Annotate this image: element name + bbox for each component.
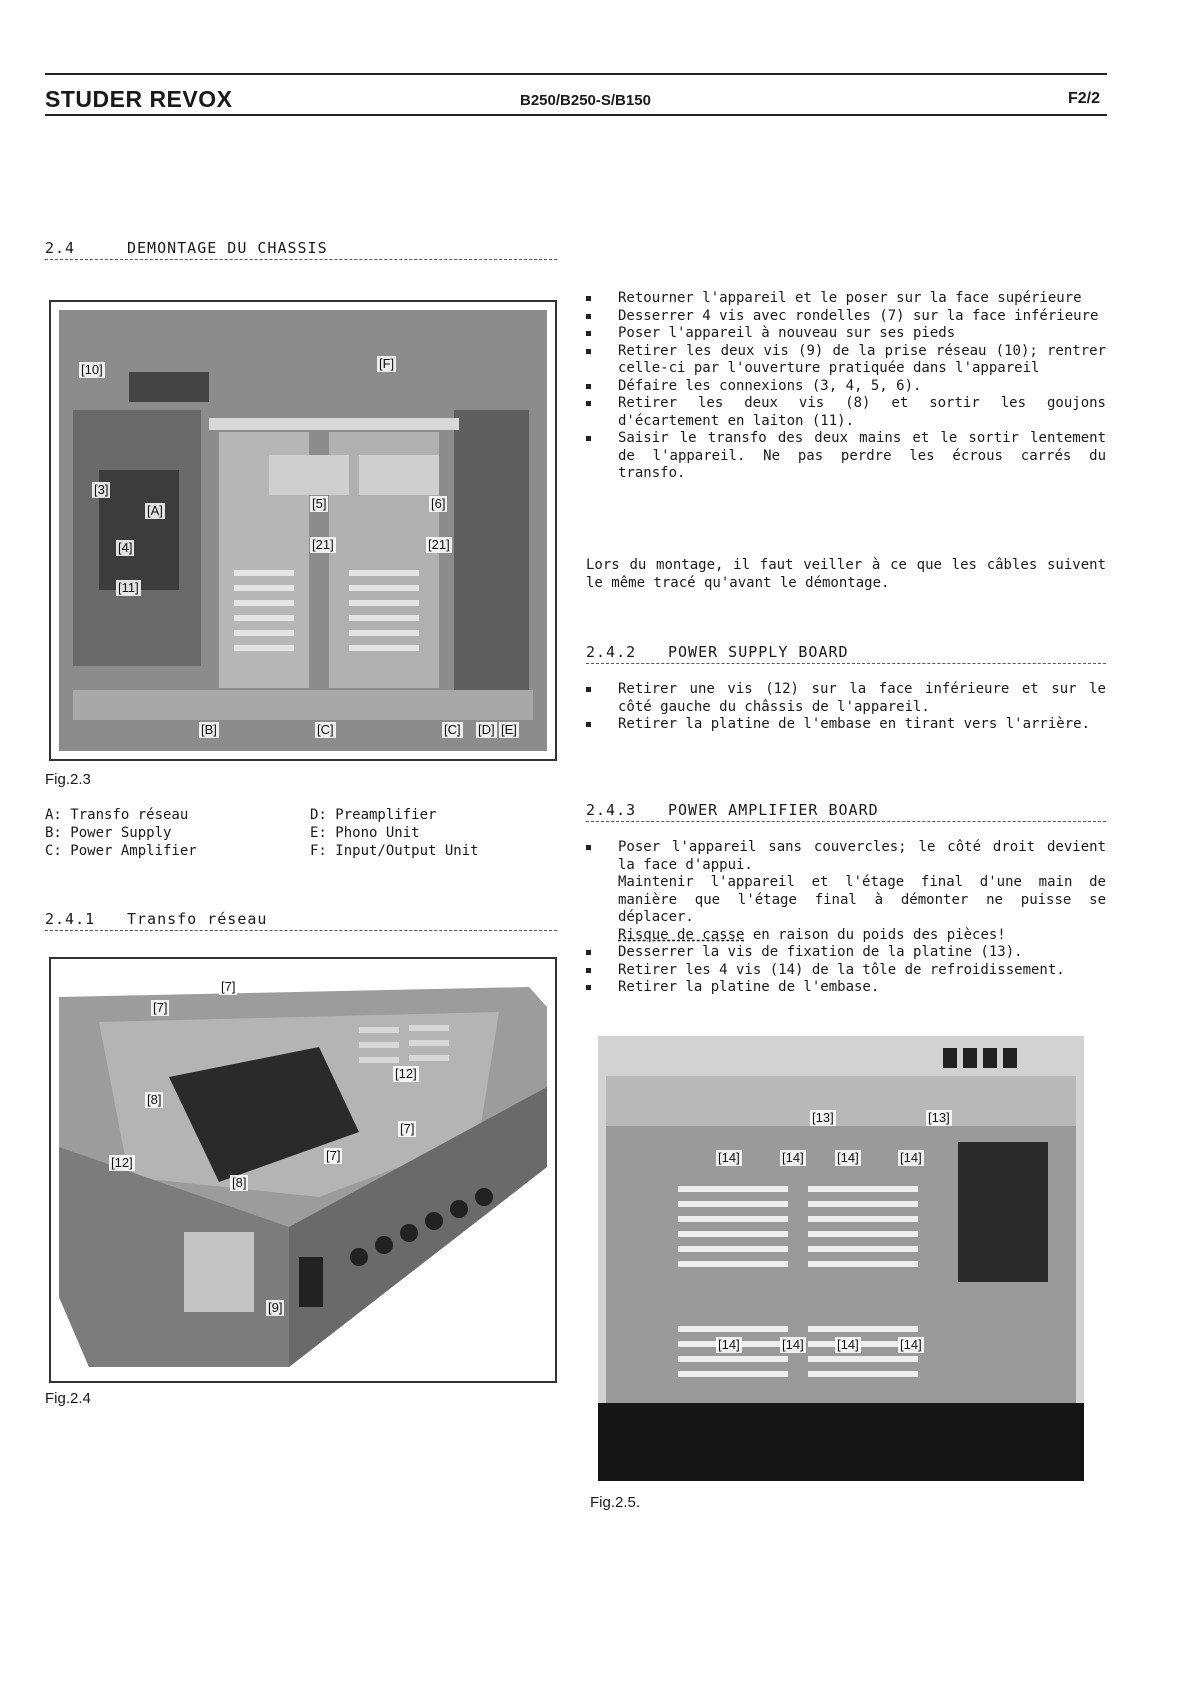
legend-item-b: B: Power Supply xyxy=(45,825,172,841)
figure-2-5 xyxy=(598,1036,1084,1481)
callout-8-top: [8] xyxy=(147,1092,162,1107)
amplifier-board-photo-illustration xyxy=(598,1036,1084,1481)
step-item: Retirer les deux vis (8) et sortir les goujons d'écartement en laiton (11). xyxy=(586,395,1106,430)
legend-item-a: A: Transfo réseau xyxy=(45,807,189,823)
section-2-4-2-heading xyxy=(586,643,1106,664)
section-2-4-3-heading xyxy=(586,801,1106,822)
callout-14-top-2: [14] xyxy=(782,1150,804,1165)
callout-11: [11] xyxy=(118,580,139,595)
callout-14-bottom-1: [14] xyxy=(718,1337,740,1352)
callout-13-right: [13] xyxy=(928,1110,950,1125)
figure-legend xyxy=(45,806,557,866)
legend-item-d: D: Preamplifier xyxy=(310,807,437,823)
step-item: Saisir le transfo des deux mains et le sortir lentement de l'appareil. Ne pas perdre les écrous carrés du transfo. xyxy=(586,430,1106,483)
callout-21-right: [21] xyxy=(428,537,450,552)
step-item: Retirer une vis (12) sur la face inférieure et sur le côté gauche du châssis de l'appareil. xyxy=(586,681,1106,716)
callout-14-bottom-2: [14] xyxy=(782,1337,804,1352)
callout-f: [F] xyxy=(379,356,395,371)
section-title: POWER AMPLIFIER BOARD xyxy=(668,801,879,819)
step-item: Poser l'appareil à nouveau sur ses pieds xyxy=(586,325,1106,343)
step-item: Défaire les connexions (3, 4, 5, 6). xyxy=(586,378,1106,396)
callout-3: [3] xyxy=(94,482,109,497)
section-number: 2.4.2 xyxy=(586,643,637,661)
section-number: 2.4.1 xyxy=(45,910,96,928)
callout-12-left: [12] xyxy=(111,1155,133,1170)
header-top-rule xyxy=(45,73,1107,75)
callout-e: [E] xyxy=(501,722,517,737)
figure-2-4 xyxy=(49,957,557,1383)
figure-2-4-caption: Fig.2.4 xyxy=(45,1390,91,1407)
callout-7-left: [7] xyxy=(153,1000,168,1015)
risk-text: en raison du poids des pièces! xyxy=(744,926,1006,943)
callout-9: [9] xyxy=(268,1300,283,1315)
step-item: Retirer les 4 vis (14) de la tôle de refroidissement. xyxy=(586,962,1106,980)
figure-2-3 xyxy=(49,300,557,761)
callout-10: [10] xyxy=(81,362,103,377)
callout-7-mid: [7] xyxy=(400,1121,415,1136)
callout-d: [D] xyxy=(478,722,495,737)
section-2-4-heading xyxy=(45,239,557,260)
step-item xyxy=(586,839,1106,944)
risk-label: Risque de casse xyxy=(618,926,745,943)
callout-7-bottom: [7] xyxy=(326,1148,341,1163)
step-text: Poser l'appareil sans couvercles; le côté droit devient la face d'appui. xyxy=(618,839,1106,873)
header-bottom-rule xyxy=(45,114,1107,116)
page-number: F2/2 xyxy=(1068,90,1101,107)
step-item: Retirer la platine de l'embase en tirant vers l'arrière. xyxy=(586,716,1106,734)
callout-14-top-1: [14] xyxy=(718,1150,740,1165)
callout-13-left: [13] xyxy=(812,1110,834,1125)
risk-warning xyxy=(618,927,1106,945)
callout-5: [5] xyxy=(312,496,327,511)
figure-2-3-caption: Fig.2.3 xyxy=(45,771,91,788)
callout-b: [B] xyxy=(201,722,217,737)
step-text: Maintenir l'appareil et l'étage final d'une main de manière que l'étage final à démonter ne puisse se déplacer. xyxy=(618,874,1106,925)
step-item: Desserrer 4 vis avec rondelles (7) sur la face inférieure xyxy=(586,308,1106,326)
section-2-4-1-heading xyxy=(45,910,557,931)
step-item: Desserrer la vis de fixation de la platine (13). xyxy=(586,944,1106,962)
legend-item-e: E: Phono Unit xyxy=(310,825,420,841)
callout-8-bottom: [8] xyxy=(232,1175,247,1190)
assembly-note: Lors du montage, il faut veiller à ce que les câbles suivent le même tracé qu'avant le démontage. xyxy=(586,557,1106,591)
callout-21-left: [21] xyxy=(312,537,334,552)
step-item: Retourner l'appareil et le poser sur la face supérieure xyxy=(586,290,1106,308)
figure-2-5-caption: Fig.2.5. xyxy=(590,1494,641,1511)
callout-14-bottom-3: [14] xyxy=(837,1337,859,1352)
model-number: B250/B250-S/B150 xyxy=(520,92,651,109)
section-2-4-3-steps xyxy=(586,839,1106,997)
callout-14-bottom-4: [14] xyxy=(900,1337,922,1352)
transformer-photo xyxy=(59,967,547,1373)
callout-14-top-4: [14] xyxy=(900,1150,922,1165)
callout-4: [4] xyxy=(118,540,133,555)
section-2-4-2-steps xyxy=(586,681,1106,734)
section-number: 2.4.3 xyxy=(586,801,637,819)
section-title: Transfo réseau xyxy=(127,910,268,928)
callout-12-right: [12] xyxy=(395,1066,417,1081)
callout-6: [6] xyxy=(431,496,446,511)
legend-item-c: C: Power Amplifier xyxy=(45,843,197,859)
section-title: DEMONTAGE DU CHASSIS xyxy=(127,239,328,257)
callout-c-right: [C] xyxy=(444,722,461,737)
callout-7-top: [7] xyxy=(221,979,236,994)
section-2-4-steps xyxy=(586,290,1106,483)
callout-a: [A] xyxy=(147,503,163,518)
legend-item-f: F: Input/Output Unit xyxy=(310,843,479,859)
callout-14-top-3: [14] xyxy=(837,1150,859,1165)
step-item: Retirer les deux vis (9) de la prise réseau (10); rentrer celle-ci par l'ouverture pratiquée dans l'appareil xyxy=(586,343,1106,378)
callout-c-left: [C] xyxy=(317,722,334,737)
section-number: 2.4 xyxy=(45,239,76,257)
amplifier-board-photo xyxy=(598,1036,1084,1481)
section-title: POWER SUPPLY BOARD xyxy=(668,643,849,661)
brand-logo: STUDER REVOX xyxy=(45,86,233,112)
chassis-photo xyxy=(59,310,547,751)
chassis-photo-illustration xyxy=(59,310,547,751)
step-item: Retirer la platine de l'embase. xyxy=(586,979,1106,997)
